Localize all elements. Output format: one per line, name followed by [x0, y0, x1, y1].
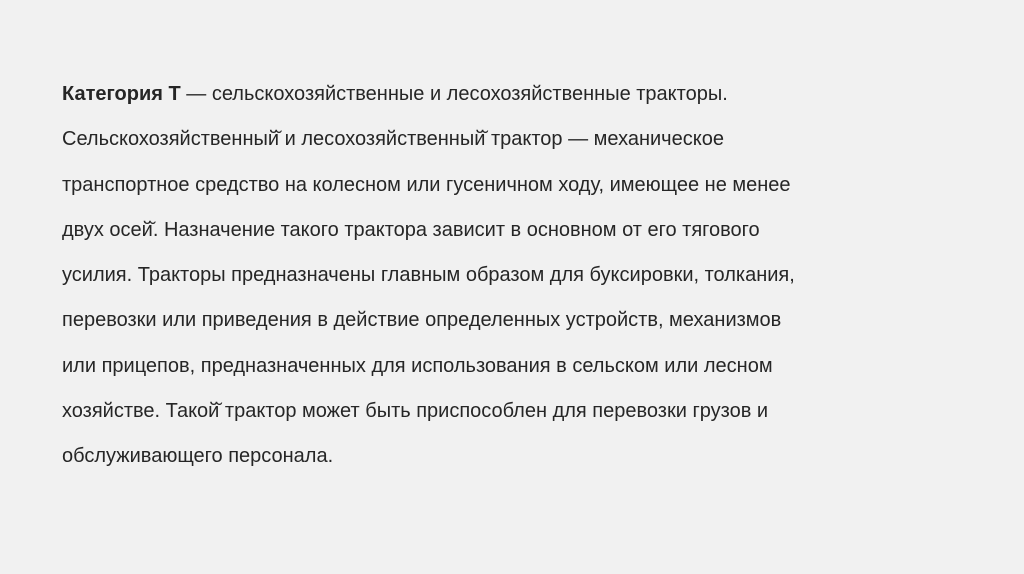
text-line-1 [62, 72, 962, 117]
text-line-8: хозяйстве. Такой̆ трактор может быть приспособлен для перевозки грузов и [62, 400, 769, 423]
category-t-description [62, 72, 962, 480]
category-definition: — сельскохозяйственные и лесохозяйственные тракторы. [180, 83, 728, 105]
text-line-5: усилия. Тракторы предназначены главным образом для буксировки, толкания, [62, 264, 795, 287]
text-line-7: или прицепов, предназначенных для использования в сельском или лесном [62, 354, 773, 377]
text-line-2: Сельскохозяйственный̆ и лесохозяйственный̆ трактор — механическое [62, 128, 724, 151]
text-line-3: транспортное средство на колесном или гусеничном ходу, имеющее не менее [62, 173, 791, 196]
text-line-4: двух осей̆. Назначение такого трактора зависит в основном от его тягового [62, 218, 760, 241]
text-line-6: перевозки или приведения в действие определенных устройств, механизмов [62, 309, 782, 332]
category-term: Категория T [62, 83, 181, 105]
text-line-9: обслуживающего персонала. [62, 445, 334, 468]
